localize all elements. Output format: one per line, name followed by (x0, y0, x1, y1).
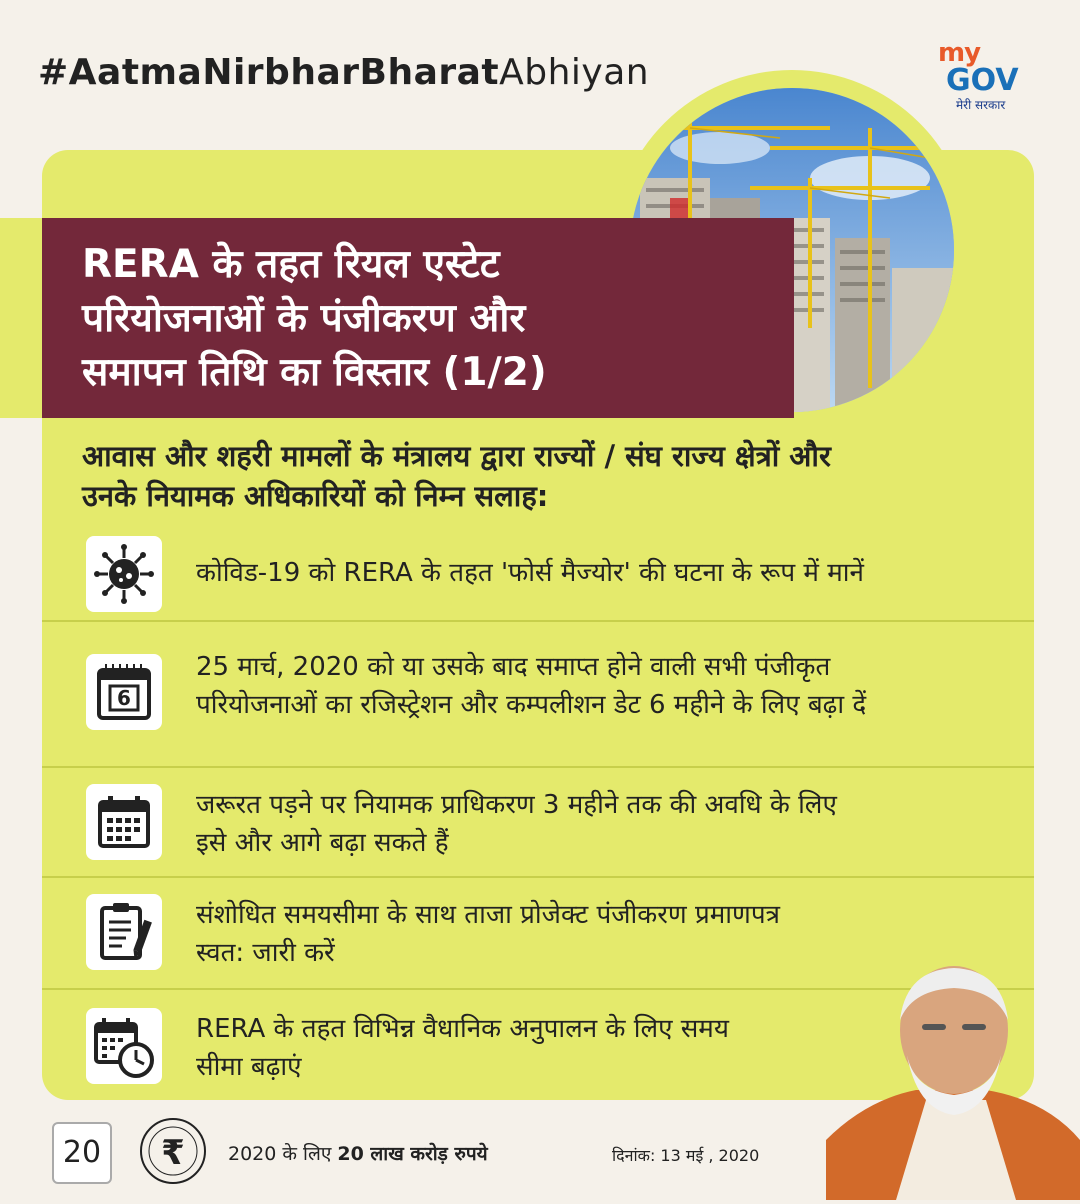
title-line-1: RERA के तहत रियल एस्टेट (82, 242, 500, 287)
advisory-text (196, 786, 1026, 862)
advisory-text (196, 648, 1026, 724)
advisory-line-2: इसे और आगे बढ़ा सकते हैं (196, 828, 449, 858)
page-number: 20 (52, 1122, 112, 1184)
advisory-line-1: RERA के तहत विभिन्न वैधानिक अनुपालन के लिए समय (196, 1014, 729, 1044)
advisory-item (42, 528, 1034, 622)
advisory-item (42, 768, 1034, 878)
footer-package-text (228, 1140, 488, 1166)
advisory-line-1: कोविड-19 को RERA के तहत 'फोर्स मैज्योर' की घटना के रूप में मानें (196, 558, 864, 588)
footer-date: दिनांक: 13 मई , 2020 (612, 1146, 760, 1165)
page-title (82, 238, 682, 400)
logo-subtitle: मेरी सरकार (956, 98, 1006, 112)
intro-line-2: उनके नियामक अधिकारियों को निम्न सलाह: (82, 479, 549, 513)
advisory-text (196, 1010, 876, 1086)
campaign-hashtag (38, 52, 649, 93)
hashtag-bold: #AatmaNirbharBharat (38, 52, 500, 93)
title-line-3: समापन तिथि का विस्तार (1/2) (82, 350, 547, 395)
hashtag-regular: Abhiyan (499, 52, 650, 93)
advisory-line-1: जरूरत पड़ने पर नियामक प्राधिकरण 3 महीने तक की अवधि के लिए (196, 790, 837, 820)
left-accent-strip (0, 218, 42, 418)
clipboard-icon (86, 894, 162, 970)
calendar-clock-icon (86, 1008, 162, 1084)
advisory-item (42, 622, 1034, 768)
title-banner (42, 218, 794, 418)
calendar-icon (86, 784, 162, 860)
advisory-text (196, 554, 1026, 592)
mygov-logo (938, 40, 1048, 120)
pm-portrait (826, 960, 1080, 1200)
advisory-line-1: संशोधित समयसीमा के साथ ताजा प्रोजेक्ट पंजीकरण प्रमाणपत्र (196, 900, 780, 930)
advisory-line-2: सीमा बढ़ाएं (196, 1052, 302, 1082)
advisory-line-2: परियोजनाओं का रजिस्ट्रेशन और कम्पलीशन डेट 6 महीने के लिए बढ़ा दें (196, 690, 867, 720)
rupee-emblem-icon (138, 1116, 208, 1186)
advisory-line-2: स्वत: जारी करें (196, 938, 335, 968)
footer-amount: 20 लाख करोड़ रुपये (337, 1143, 488, 1165)
intro-text (82, 436, 1002, 516)
logo-gov: GOV (946, 63, 1019, 98)
intro-line-1: आवास और शहरी मामलों के मंत्रालय द्वारा राज्यों / संघ राज्य क्षेत्रों और (82, 439, 831, 473)
advisory-line-1: 25 मार्च, 2020 को या उसके बाद समाप्त होने वाली सभी पंजीकृत (196, 652, 831, 682)
calendar-day-number: 6 (117, 686, 131, 710)
footer-prefix: 2020 के लिए (228, 1143, 338, 1165)
svg-text:₹: ₹ (161, 1133, 185, 1173)
logo-my: my (938, 38, 981, 68)
virus-icon (86, 536, 162, 612)
calendar-6-icon (86, 654, 162, 730)
title-line-2: परियोजनाओं के पंजीकरण और (82, 296, 526, 341)
